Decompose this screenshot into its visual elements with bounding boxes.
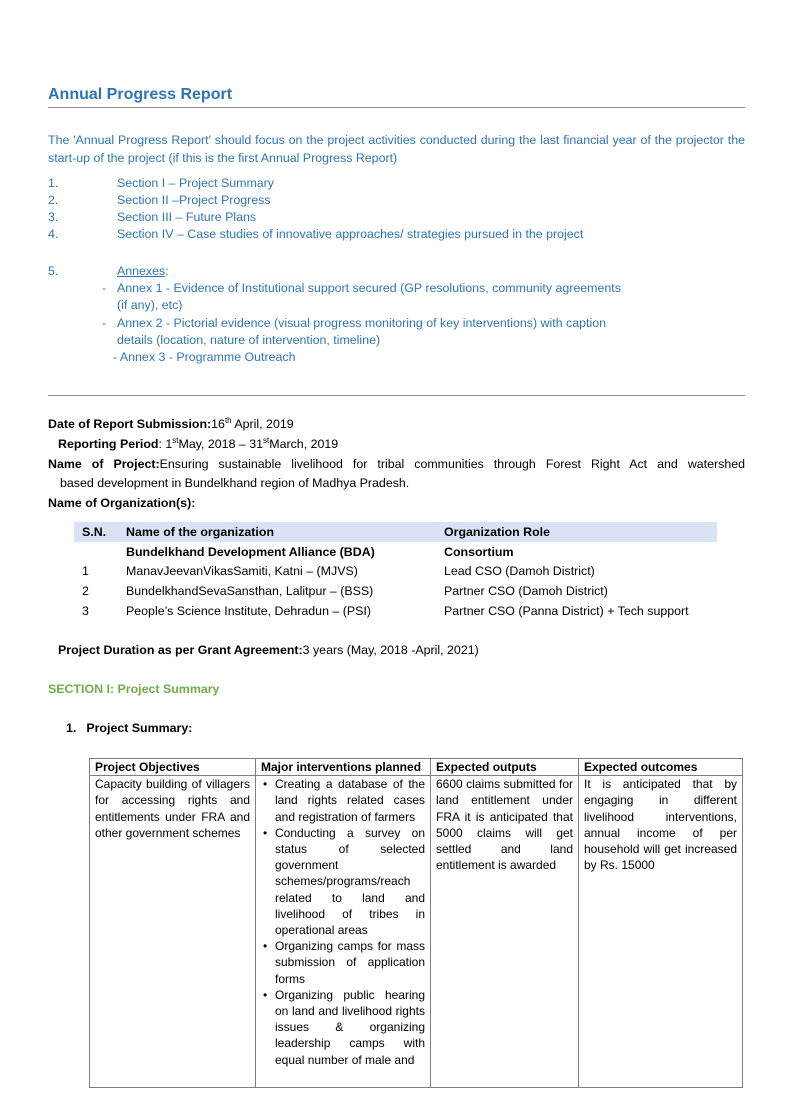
table-header-row — [74, 522, 717, 542]
period-start: : 1 — [158, 437, 173, 451]
cell-outputs: 6600 claims submitted for land entitlement under FRA it is anticipated that 5000 claims will get settled and land entitlement is awarded — [431, 776, 579, 1088]
col-header-org-name: Name of the organization — [126, 524, 275, 539]
table-row — [74, 581, 717, 601]
cell-sn — [74, 542, 126, 562]
cell-sn: 3 — [82, 603, 89, 618]
subheading-label: Project Summary: — [86, 721, 193, 735]
col-header-outputs: Expected outputs — [431, 759, 579, 776]
list-label: Section I – Project Summary — [117, 176, 275, 190]
interventions-list — [261, 776, 425, 1068]
cell-org-role: Partner CSO (Panna District) + Tech support — [444, 603, 689, 618]
cell-org-name: BundelkhandSevaSansthan, Lalitpur – (BSS) — [126, 583, 374, 598]
cell-org-name: Bundelkhand Development Alliance (BDA) — [126, 544, 375, 559]
annexes-label: Annexes — [117, 264, 166, 278]
table-row — [74, 561, 717, 581]
list-item: • Organizing public hearing on land and livelihood rights issues & organizing leadership camps with equal number of male and — [275, 987, 425, 1068]
list-number: 5. — [48, 264, 59, 278]
list-item: • Creating a database of the land rights related cases and registration of farmers — [275, 776, 425, 825]
annexes-colon: : — [165, 264, 169, 278]
reporting-period — [58, 436, 338, 453]
project-summary-table — [89, 758, 743, 1088]
period-sup: st — [263, 435, 270, 445]
col-header-outcomes: Expected outcomes — [579, 759, 743, 776]
annex-3: - Annex 3 - Programme Outreach — [113, 350, 296, 364]
annex-2-line-2: details (location, nature of intervention, timeline) — [117, 333, 381, 347]
cell-outcomes: It is anticipated that by engaging in different livelihood interventions, annual income of per household will get increased by Rs. 15000 — [579, 776, 743, 1088]
report-date-day: 16 — [211, 417, 225, 431]
organizations-label-text: Name of Organization(s): — [48, 496, 196, 510]
list-label: Section IV – Case studies of innovative approaches/ strategies pursued in the project — [117, 227, 584, 241]
section-divider — [48, 395, 745, 396]
list-item: • Organizing camps for mass submission of application forms — [275, 938, 425, 987]
page-title: Annual Progress Report — [48, 86, 233, 103]
table-header-row — [90, 759, 743, 776]
project-name-line-2: based development in Bundelkhand region of Madhya Pradesh. — [60, 476, 410, 490]
list-item: • Conducting a survey on status of selected government schemes/programs/reach related to land and livelihood of tribes in operational areas — [275, 825, 425, 938]
annex-dash: - — [102, 316, 107, 330]
project-duration — [58, 642, 479, 659]
intro-paragraph: The 'Annual Progress Report' should focus on the project activities conducted during the last financial year of the projector the start-up of the project (if this is the first Annual Progress Report) — [48, 133, 745, 165]
col-header-org-role: Organization Role — [444, 524, 551, 539]
col-header-sn: S.N. — [82, 524, 107, 539]
cell-objective: Capacity building of villagers for accessing rights and entitlements under FRA and other government schemes — [90, 776, 256, 1088]
list-number: 2. — [48, 193, 59, 207]
list-label: Section III – Future Plans — [117, 210, 257, 224]
report-date-sup: th — [224, 415, 232, 425]
list-number: 3. — [48, 210, 59, 224]
project-name — [48, 456, 745, 473]
cell-org-role: Lead CSO (Damoh District) — [444, 564, 595, 579]
cell-sn: 2 — [82, 583, 89, 598]
annex-1-line-2: (if any), etc) — [117, 298, 183, 312]
report-date-label: Date of Report Submission: — [48, 417, 212, 431]
period-sup: st — [172, 435, 179, 445]
table-row — [74, 542, 717, 562]
cell-interventions — [256, 776, 431, 1088]
table-row — [74, 601, 717, 621]
report-date-rest: April, 2019 — [231, 417, 294, 431]
col-header-objectives: Project Objectives — [90, 759, 256, 776]
report-date — [48, 416, 294, 433]
list-number: 1. — [48, 176, 59, 190]
subheading-number: 1. — [66, 721, 77, 735]
project-name-label: Name of Project: — [48, 457, 160, 471]
section-1-heading: SECTION I: Project Summary — [48, 682, 220, 696]
list-label — [117, 263, 169, 280]
col-header-interventions: Major interventions planned — [256, 759, 431, 776]
reporting-period-label: Reporting Period — [58, 437, 159, 451]
cell-org-role: Consortium — [444, 544, 514, 559]
project-duration-value: 3 years (May, 2018 -April, 2021) — [302, 643, 479, 657]
project-name-line-1: Ensuring sustainable livelihood for tribal communities through Forest Right Act and watershed — [159, 457, 745, 471]
organizations-label — [48, 495, 195, 512]
list-label: Section II –Project Progress — [117, 193, 271, 207]
cell-org-name: People’s Science Institute, Dehradun – (PSI) — [126, 603, 371, 618]
annex-2-line-1: Annex 2 - Pictorial evidence (visual progress monitoring of key interventions) with caption — [117, 316, 606, 330]
cell-org-role: Partner CSO (Damoh District) — [444, 583, 608, 598]
period-mid: May, 2018 – 31 — [178, 437, 264, 451]
period-end: March, 2019 — [269, 437, 339, 451]
cell-sn: 1 — [82, 564, 89, 579]
project-duration-label: Project Duration as per Grant Agreement: — [58, 643, 303, 657]
annex-dash: - — [102, 281, 107, 295]
title-divider — [48, 107, 745, 108]
table-row — [90, 776, 743, 1088]
annex-1-line-1: Annex 1 - Evidence of Institutional support secured (GP resolutions, community agreements — [117, 281, 621, 295]
list-number: 4. — [48, 227, 59, 241]
organizations-table — [74, 522, 717, 620]
cell-org-name: ManavJeevanVikasSamiti, Katni – (MJVS) — [126, 564, 358, 579]
project-summary-subheading — [66, 721, 192, 735]
